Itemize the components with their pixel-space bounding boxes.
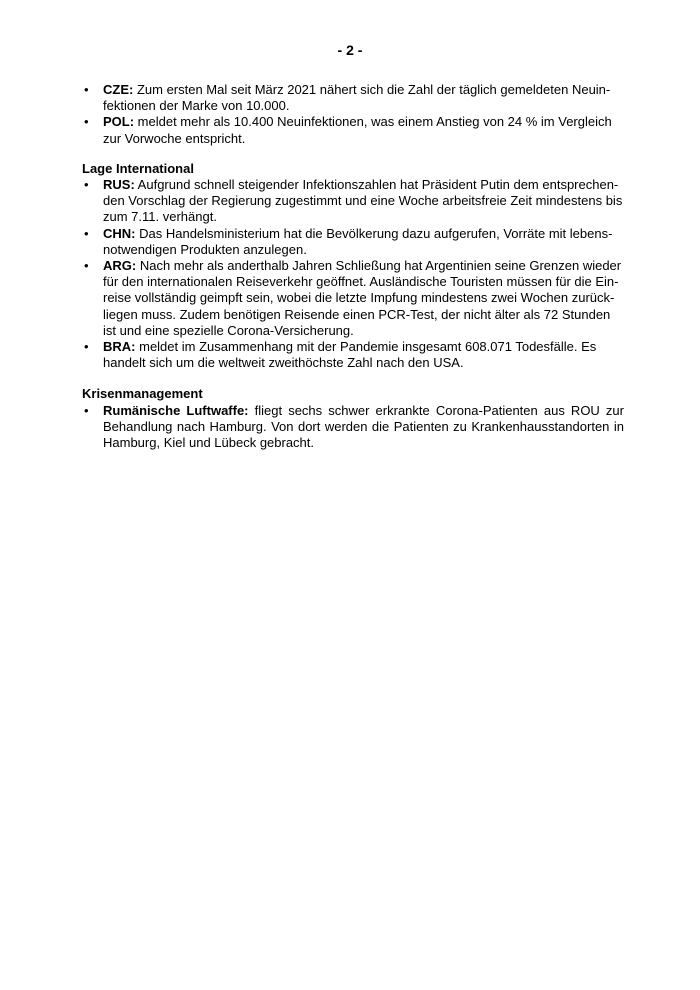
bullet-icon: •: [84, 402, 89, 418]
document-body: [82, 82, 624, 451]
page-number: - 2 -: [337, 42, 363, 58]
bullet-icon: •: [84, 225, 89, 241]
crisis-list: [82, 403, 624, 452]
list-item-rou-airforce: [82, 403, 624, 452]
list-item-chn: [82, 226, 624, 258]
org-tag: Rumänische Luftwaffe:: [103, 402, 249, 418]
item-text: Das Handelsministerium hat die Bevölkerung dazu aufgerufen, Vorräte mit lebens-notwendigen Produkten anzulegen.: [103, 225, 613, 257]
bullet-icon: •: [84, 114, 89, 130]
country-tag: RUS:: [103, 177, 135, 193]
bullet-icon: •: [84, 258, 89, 274]
spacer: [82, 147, 624, 161]
item-text: Zum ersten Mal seit März 2021 nähert sich die Zahl der täglich gemeldeten Neuin-fektionen der Marke von 10.000.: [103, 82, 611, 114]
list-item-bra: [82, 339, 624, 371]
bullet-icon: •: [84, 177, 89, 193]
country-tag: POL:: [103, 114, 135, 130]
section-heading-international: Lage International: [82, 160, 194, 176]
country-tag: CHN:: [103, 225, 136, 241]
list-item-rus: [82, 177, 624, 226]
item-text: fliegt sechs schwer erkrankte Corona-Patienten aus ROU zur Behandlung nach Hamburg. Von dort werden die Patienten zu Krankenhausstandorten in Hamburg, Kiel und Lübeck gebracht.: [103, 402, 624, 451]
list-item-cze: [82, 82, 624, 114]
country-tag: ARG:: [103, 258, 137, 274]
item-text: Nach mehr als anderthalb Jahren Schließung hat Argentinien seine Grenzen wieder für den internationalen Reiseverkehr geöffnet. Ausländische Touristen müssen für die Ein-reise vollständig geimpft sein, wobei die letzte Impfung mindestens zwei Wochen zurück-liegen muss. Zudem benötigen Reisende einen PCR-Test, der nicht älter als 72 Stunden ist und eine spezielle Corona-Versicherung.: [103, 258, 622, 338]
item-text: Aufgrund schnell steigender Infektionszahlen hat Präsident Putin dem entsprechen-den Vorschlag der Regierung zugestimmt und eine Woche arbeitsfreie Zeit mindestens bis zum 7.11. verhängt.: [103, 177, 623, 225]
list-item-arg: [82, 258, 624, 339]
item-text: meldet mehr als 10.400 Neuinfektionen, was einem Anstieg von 24 % im Vergleich zur Vorwoche entspricht.: [103, 114, 612, 146]
section-heading-crisis: Krisenmanagement: [82, 386, 203, 402]
intro-list: [82, 82, 624, 147]
item-text: meldet im Zusammenhang mit der Pandemie insgesamt 608.071 Todesfälle. Es handelt sich um die weltweit zweithöchste Zahl nach den USA.: [103, 339, 597, 371]
international-list: [82, 177, 624, 371]
list-item-pol: [82, 114, 624, 146]
bullet-icon: •: [84, 82, 89, 97]
bullet-icon: •: [84, 339, 89, 355]
country-tag: CZE:: [103, 82, 134, 97]
country-tag: BRA:: [103, 339, 136, 355]
spacer: [82, 371, 624, 386]
